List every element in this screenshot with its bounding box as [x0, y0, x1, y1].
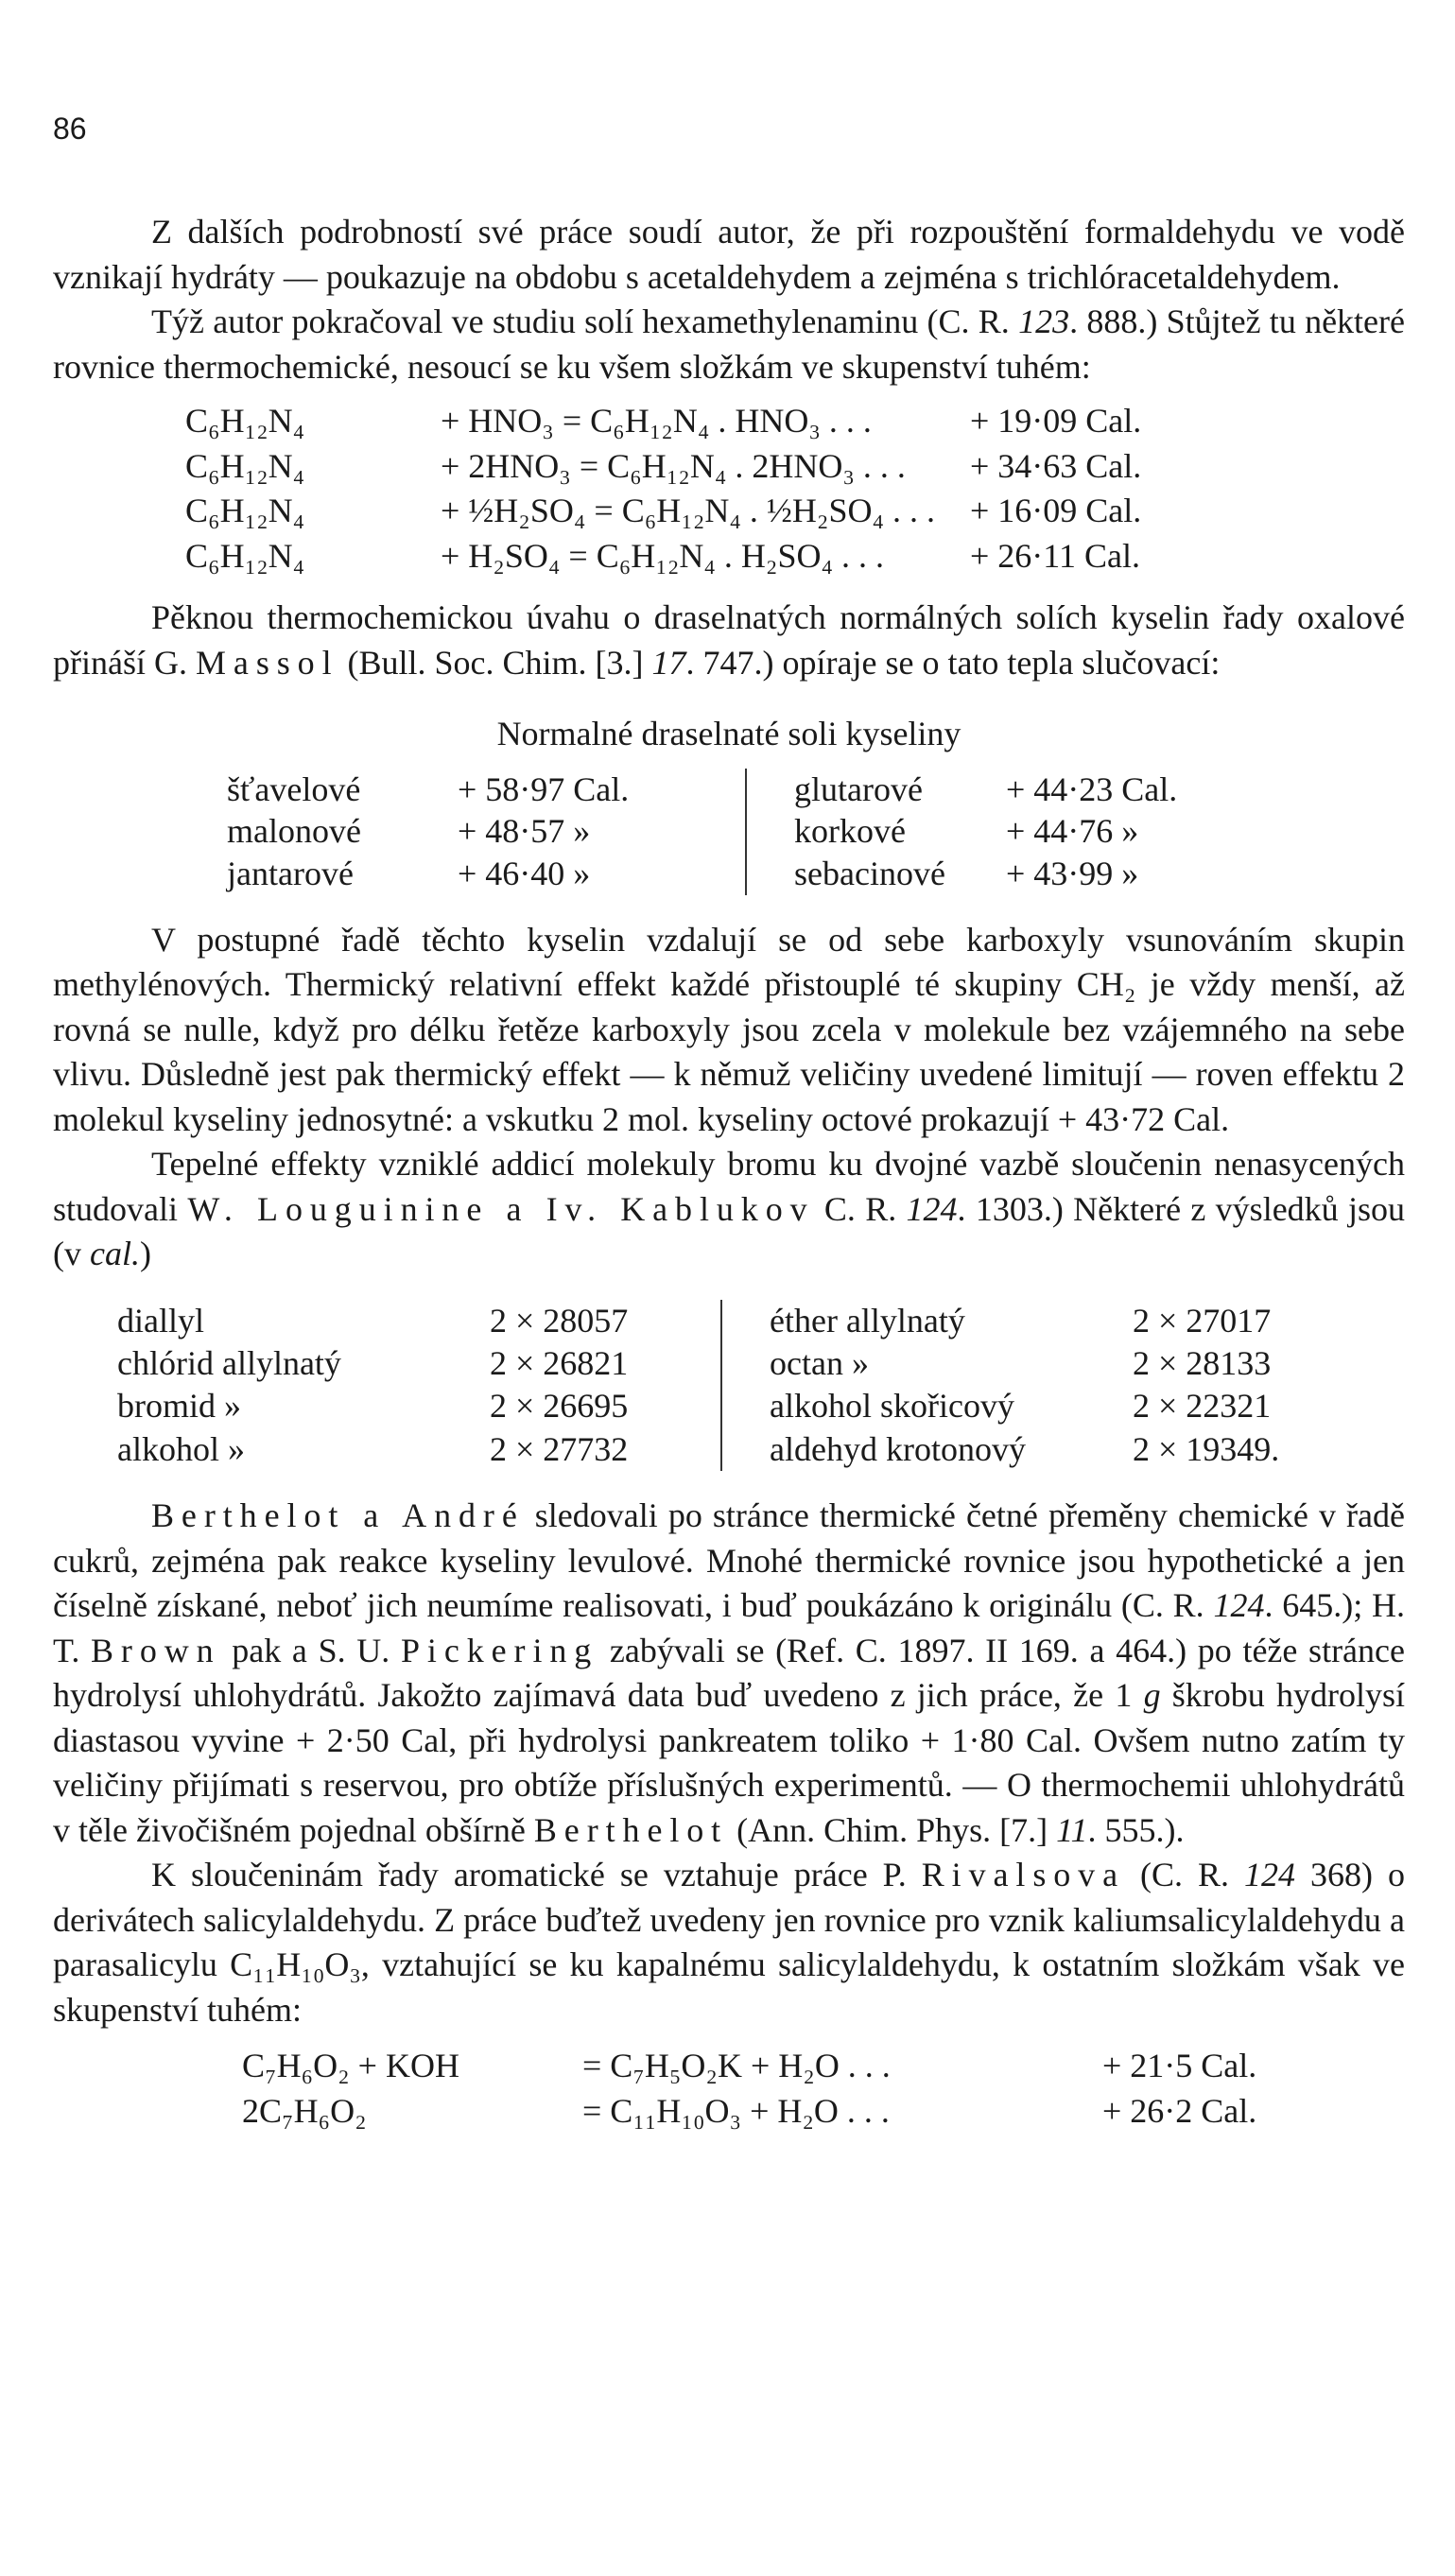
eq-reagent: + H₂SO₄: [441, 536, 561, 575]
equations-hexamethylenamine: [185, 399, 1405, 579]
eq-rhs: = C₇H₅O₂K + H₂O . . .: [582, 2047, 891, 2085]
text: pak a S. U.: [232, 1631, 390, 1669]
author-name: Brown: [91, 1631, 221, 1669]
eq-rhs: = C₆H₁₂N₄ . H₂SO₄ . . .: [568, 536, 885, 575]
text: . 555.).: [1087, 1810, 1185, 1849]
cell-value: + 46·40 »: [458, 854, 591, 892]
equations-salicyl: [242, 2044, 1405, 2134]
cell-value: 2 × 26821: [490, 1344, 629, 1383]
eq-heat: + 26·2 Cal.: [1102, 2091, 1257, 2130]
cell-acid: jantarové: [227, 854, 354, 892]
cell-value: 2 × 27017: [1133, 1301, 1272, 1340]
eq-lhs: C₆H₁₂N₄: [185, 536, 305, 575]
table-row: [117, 1428, 1292, 1471]
text: ): [139, 1235, 151, 1273]
table-row: [227, 769, 1190, 811]
salts-table: [227, 769, 1190, 895]
cell-value: 2 × 28133: [1133, 1344, 1272, 1383]
cell-compound: bromid »: [117, 1387, 241, 1426]
eq-main: [441, 444, 970, 490]
bromine-table: [117, 1300, 1292, 1471]
author-name: Massol: [195, 643, 339, 682]
eq-rhs: = C₁₁H₁₀O₃ + H₂O . . .: [582, 2091, 890, 2130]
cell-compound: éther allylnatý: [721, 1300, 1133, 1342]
author-name: Berthelot a André: [151, 1496, 525, 1535]
cell-value: 2 × 28057: [490, 1301, 629, 1340]
volume: 124: [1244, 1856, 1295, 1894]
text: (Bull. Soc. Chim. [3.]: [347, 643, 644, 682]
paragraph-oxalic-series: [53, 596, 1405, 685]
cell-value: + 44·23 Cal.: [1006, 769, 1178, 808]
volume: 11: [1056, 1810, 1088, 1849]
text: škrobu hydrolysí diastasou vyvine + 2·50 Cal, při hydrolysi pankreatem toliko + 1·80 Cal. Ovšem nutno zatím ty veličiny přijímati s reservou, pro obtíže příslušných experimentů. — O thermochemii uhlohydrátů v těle živočišném pojednal obšírně: [53, 1676, 1406, 1849]
unit: cal.: [90, 1235, 140, 1273]
volume: 17: [651, 643, 686, 682]
cell-acid: sebacinové: [746, 853, 1006, 895]
text: . 888.) Stůjtež tu některé rovnice thermochemické, nesoucí se ku všem složkám ve skupenství tuhém:: [53, 303, 1405, 386]
text: . 645.); H. T.: [53, 1586, 1405, 1669]
cell-acid: glutarové: [746, 769, 1006, 811]
cell-value: 2 × 27732: [490, 1429, 629, 1468]
equation-row: [242, 2044, 1405, 2089]
text: sledovali po stránce thermické četné přeměny chemické v řadě cukrů, zejména pak reakce kyseliny levulové. Mnohé thermické rovnice jsou hypothetické a jen číselně získané, neboť jich neumíme realisovati, i buď poukázáno k originálu (C. R.: [53, 1496, 1405, 1625]
eq-rhs: = C₆H₁₂N₄ . 2HNO₃ . . .: [579, 446, 906, 485]
text: Tepelné effekty vzniklé addicí molekuly bromu ku dvojné vazbě sloučenin nenasycených studovali: [53, 1145, 1405, 1228]
eq-reagent: + HNO₃: [441, 402, 554, 441]
paragraph-sugars: [53, 1494, 1405, 1853]
eq-main: [441, 489, 970, 534]
eq-heat: + 26·11 Cal.: [970, 536, 1140, 575]
paragraph-bromine-addition: [53, 1142, 1405, 1277]
volume: 123: [1018, 303, 1070, 341]
unit: g: [1143, 1676, 1161, 1715]
eq-lhs: C₇H₆O₂ + KOH: [242, 2047, 459, 2085]
text: 368) o derivátech salicylaldehydu. Z práce buďtež uvedeny jen rovnice pro vznik kaliumsalicylaldehydu a parasalicylu C₁₁H₁₀O₃, vztahující se ku kapalnému salicylaldehydu, k ostatním složkám však ve skupenství tuhém:: [53, 1856, 1405, 2029]
author-name: Berthelot: [533, 1810, 729, 1849]
equation-row: [185, 489, 1405, 534]
equation-row: [185, 444, 1405, 490]
eq-main: [441, 399, 970, 444]
eq-lhs: 2C₇H₆O₂: [242, 2091, 367, 2130]
cell-value: 2 × 22321: [1133, 1387, 1272, 1426]
paragraph-aromatic: [53, 1853, 1405, 2032]
cell-acid: korkové: [746, 810, 1006, 853]
text: (Ann. Chim. Phys. [7.]: [736, 1810, 1048, 1849]
text: . 1303.) Některé z výsledků jsou (v: [53, 1189, 1405, 1273]
eq-reagent: + 2HNO₃: [441, 446, 571, 485]
text: . 747.) opíraje se o tato tepla slučovací:: [685, 643, 1221, 682]
eq-heat: + 16·09 Cal.: [970, 492, 1142, 530]
equation-row: [185, 399, 1405, 444]
eq-main: [441, 534, 970, 579]
eq-rhs: = C₆H₁₂N₄ . HNO₃ . . .: [562, 402, 872, 441]
eq-heat: + 34·63 Cal.: [970, 446, 1142, 485]
page-number: 86: [53, 112, 87, 146]
table-row: [227, 810, 1190, 853]
eq-heat: + 21·5 Cal.: [1102, 2047, 1257, 2085]
cell-value: 2 × 19349.: [1133, 1429, 1280, 1468]
cell-value: + 58·97 Cal.: [458, 769, 630, 808]
cell-compound: diallyl: [117, 1301, 204, 1340]
eq-lhs: C₆H₁₂N₄: [185, 492, 305, 530]
cell-compound: alkohol skořicový: [721, 1385, 1133, 1427]
cell-acid: malonové: [227, 812, 361, 851]
eq-lhs: C₆H₁₂N₄: [185, 402, 305, 441]
table-row: [227, 853, 1190, 895]
salts-table-caption: Normalné draselnaté soli kyseliny: [496, 715, 961, 753]
author-name: Pickering: [400, 1631, 599, 1669]
paragraph-formaldehyde: Z dalších podrobností své práce soudí autor, že při rozpouštění formaldehydu ve vodě vznikají hydráty — poukazuje na obdobu s acetaldehydem a zejména s trichlóracetaldehydem.: [53, 213, 1405, 296]
volume: 124: [906, 1189, 958, 1228]
text: C. R.: [823, 1189, 897, 1228]
table-row: [117, 1342, 1292, 1385]
page-body: [53, 210, 1405, 2134]
equation-row: [185, 534, 1405, 579]
eq-reagent: + ½H₂SO₄: [441, 492, 586, 530]
paragraph-methylene: V postupné řadě těchto kyselin vzdalují se od sebe karboxyly vsunováním skupin methylénových. Thermický relativní effekt každé přistouplé té skupiny CH₂ je vždy menší, až rovná se nulle, když pro délku řetěze karboxyly jsou zcela v molekule bez vzájemného na sebe vlivu. Důsledně jest pak thermický effekt — k němuž veličiny uvedené limitují — roven effektu 2 molekul kyseliny jednosytné: a vskutku 2 mol. kyseliny octové prokazují + 43·72 Cal.: [53, 920, 1405, 1138]
eq-heat: + 19·09 Cal.: [970, 402, 1142, 441]
text: (C. R.: [1139, 1856, 1229, 1894]
paragraph-hexamethylenamine: [53, 300, 1405, 389]
cell-value: + 43·99 »: [1006, 854, 1139, 892]
equation-row: [242, 2089, 1405, 2135]
cell-acid: šťavelové: [227, 769, 361, 808]
volume: 124: [1213, 1586, 1265, 1625]
cell-value: 2 × 26695: [490, 1387, 629, 1426]
cell-value: + 44·76 »: [1006, 812, 1139, 851]
eq-rhs: = C₆H₁₂N₄ . ½H₂SO₄ . . .: [594, 492, 936, 530]
eq-lhs: C₆H₁₂N₄: [185, 446, 305, 485]
author-name: W. Louguinine a Iv. Kablukov: [187, 1189, 815, 1228]
table-row: [117, 1385, 1292, 1427]
table-row: [117, 1300, 1292, 1342]
text: zabývali se (Ref. C. 1897. II 169. a 464.) po téže stránce hydrolysí uhlohydrátů. Jakožto zajímavá data buď uvedeno z jich práce, že 1: [53, 1631, 1405, 1715]
text: K sloučeninám řady aromatické se vztahuje práce P.: [151, 1856, 907, 1894]
cell-compound: aldehyd krotonový: [721, 1428, 1133, 1471]
cell-compound: chlórid allylnatý: [117, 1344, 341, 1383]
author-name: Rivalsova: [921, 1856, 1125, 1894]
text: Pěknou thermochemickou úvahu o draselnatých normálných solích kyselin řady oxalové přináší G.: [53, 598, 1405, 682]
cell-value: + 48·57 »: [458, 812, 591, 851]
text: Týž autor pokračoval ve studiu solí hexamethylenaminu (C. R.: [151, 303, 1010, 341]
cell-compound: octan »: [721, 1342, 1133, 1385]
cell-compound: alkohol »: [117, 1429, 245, 1468]
